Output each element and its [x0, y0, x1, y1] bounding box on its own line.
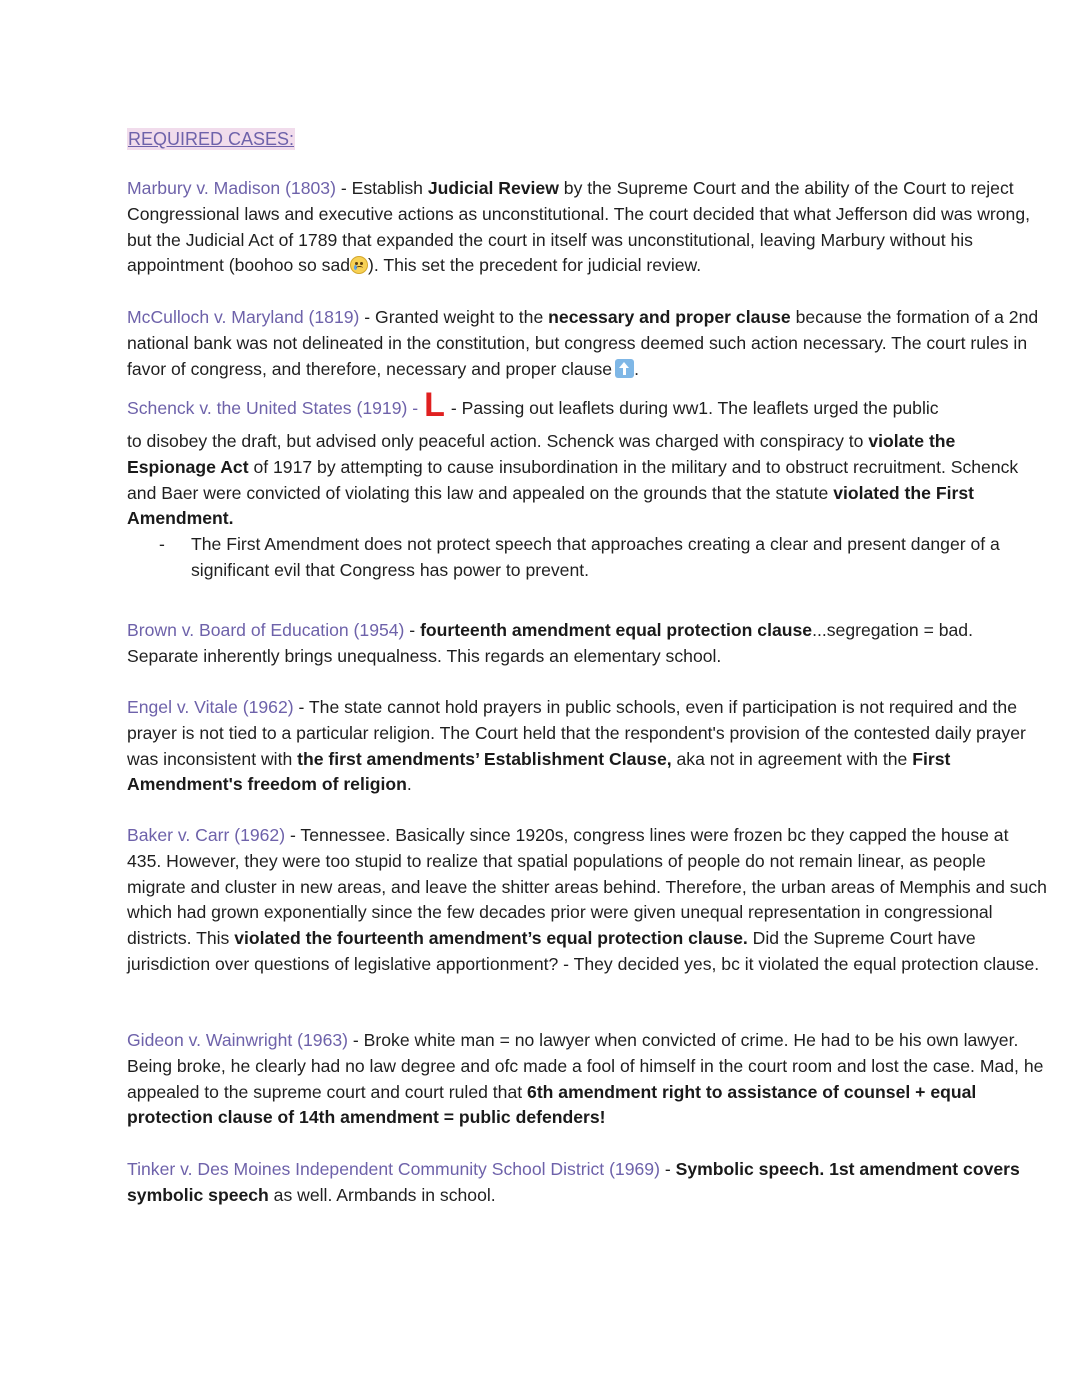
- case-title: McCulloch v. Maryland (1819): [127, 307, 360, 327]
- case-title: Marbury v. Madison (1803): [127, 178, 336, 198]
- case-marbury: Marbury v. Madison (1803) - Establish Judicial Review by the Supreme Court and the ability of the Court to reject Congressional laws and executive actions as unconstitutional. The court decided that what Jefferson did was wrong, but the Judicial Act of 1789 that expanded the court in itself was unconstitutional, leaving Marbury without his appointment (boohoo so sad ). This set the precedent for judicial review.: [127, 178, 1031, 276]
- case-baker: Baker v. Carr (1962) - Tennessee. Basically since 1920s, congress lines were frozen bc they capped the house at 435. However, they were too stupid to realize that spatial populations of people do not remain linear, as people migrate and cluster in new areas, and leave the shitter areas behind. Therefore, the urban areas of Memphis and such which had grown exponentially since the few decades prior were given unequal representation in congressional districts. This violated the fourteenth amendment’s equal protection clause. Did the Supreme Court have jurisdiction over questions of legislative apportionment? - They decided yes, bc it violated the equal protection clause.: [127, 825, 1047, 974]
- case-mcculloch: McCulloch v. Maryland (1819) - Granted weight to the necessary and proper clause because the formation of a 2nd national bank was not delineated in the constitution, but congress deemed such action necessary. The court rules in favor of congress, and therefore, necessary and proper clause .: [127, 307, 1039, 379]
- case-title: Tinker v. Des Moines Independent Community School District (1969): [127, 1159, 660, 1179]
- case-title: Schenck v. the United States (1919) -: [127, 398, 419, 418]
- list-item: - The First Amendment does not protect speech that approaches creating a clear and present danger of a significant evil that Congress has power to prevent.: [159, 534, 1000, 580]
- page-title: REQUIRED CASES:: [128, 129, 295, 149]
- case-title: Gideon v. Wainwright (1963): [127, 1030, 348, 1050]
- case-title: Engel v. Vitale (1962): [127, 697, 294, 717]
- case-brown: Brown v. Board of Education (1954) - fourteenth amendment equal protection clause...segregation = bad. Separate inherently brings unequalness. This regards an elementary school.: [127, 620, 973, 666]
- case-title: Brown v. Board of Education (1954): [127, 620, 405, 640]
- case-engel: Engel v. Vitale (1962) - The state cannot hold prayers in public schools, even if participation is not required and the prayer is not tied to a particular religion. The Court held that the respondent's provision of the contested daily prayer was inconsistent with the first amendments’ Establishment Clause, aka not in agreement with the First Amendment's freedom of religion.: [127, 697, 1026, 795]
- case-title: Baker v. Carr (1962): [127, 825, 286, 845]
- crying-face-icon: [350, 256, 368, 274]
- case-tinker: Tinker v. Des Moines Independent Community School District (1969) - Symbolic speech. 1st amendment covers symbolic speech as well. Armbands in school.: [127, 1159, 1020, 1205]
- up-arrow-icon: [615, 359, 634, 378]
- case-schenck: Schenck v. the United States (1919) - L - Passing out leaflets during ww1. The leaflets urged the public to disobey the draft, but advised only peaceful action. Schenck was charged with conspiracy to violate the Espionage Act of 1917 by attempting to cause insubordination in the military and to obstruct recruitment. Schenck and Baer were convicted of violating this law and appealed on the grounds that the statute violated the First Amendment. - The First Amendment does not protect speech that approaches creating a clear and present danger of a significant evil that Congress has power to prevent.: [127, 391, 1047, 584]
- big-l-letter: L: [424, 386, 445, 424]
- case-gideon: Gideon v. Wainwright (1963) - Broke white man = no lawyer when convicted of crime. He had to be his own lawyer. Being broke, he clearly had no law degree and ofc made a fool of himself in the court room and lost the case. Mad, he appealed to the supreme court and court ruled that 6th amendment right to assistance of counsel + equal protection clause of 14th amendment = public defenders!: [127, 1030, 1044, 1128]
